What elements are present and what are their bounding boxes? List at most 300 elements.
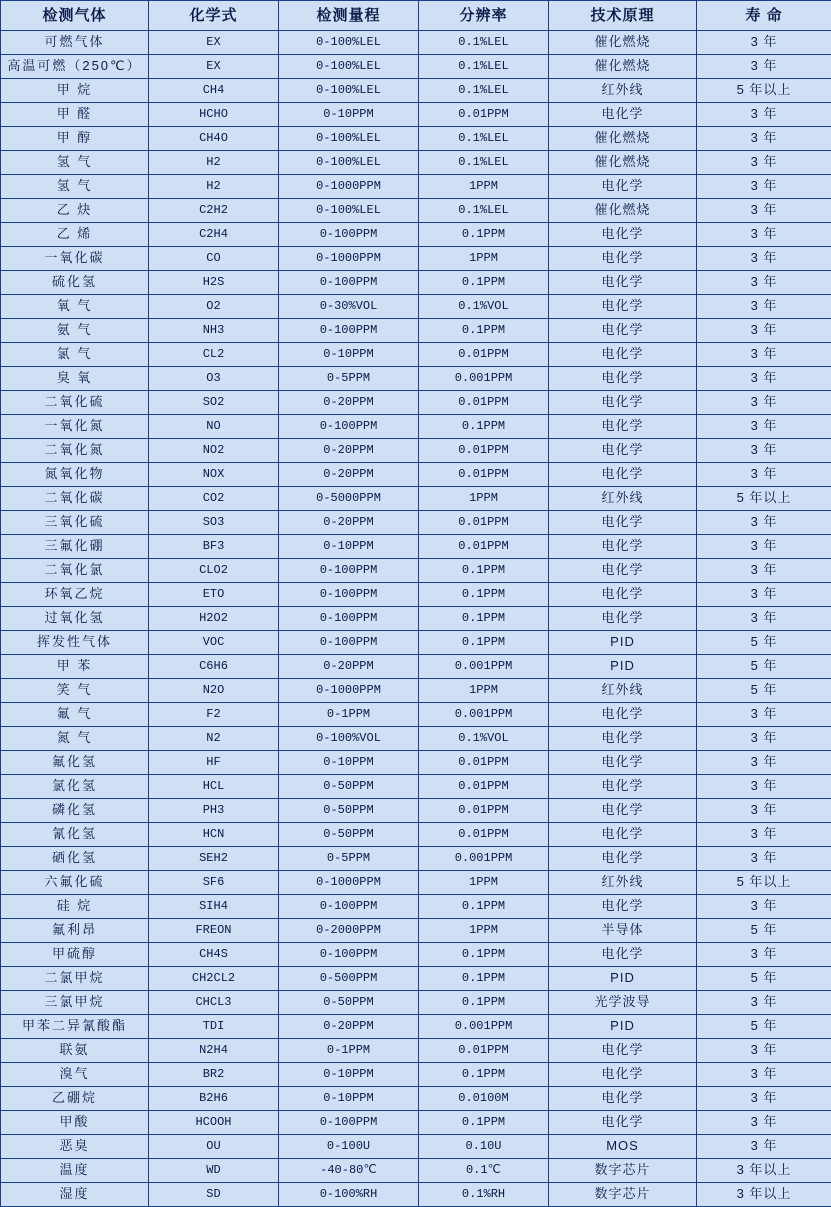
cell-resolution: 0.1%LEL [419, 199, 549, 223]
column-header-resolution: 分辨率 [419, 1, 549, 31]
cell-gas-name: 硒化氢 [1, 847, 149, 871]
cell-life: 3 年 [697, 943, 831, 967]
column-header-range: 检测量程 [279, 1, 419, 31]
cell-formula: CH2CL2 [149, 967, 279, 991]
cell-life: 3 年 [697, 175, 831, 199]
cell-life: 3 年 [697, 223, 831, 247]
column-header-gas: 检测气体 [1, 1, 149, 31]
cell-formula: SIH4 [149, 895, 279, 919]
cell-formula: CH4S [149, 943, 279, 967]
cell-resolution: 0.01PPM [419, 823, 549, 847]
cell-gas-name: 六氟化硫 [1, 871, 149, 895]
cell-principle: 电化学 [549, 751, 697, 775]
cell-resolution: 0.1PPM [419, 991, 549, 1015]
table-row [1, 583, 831, 607]
cell-life: 5 年以上 [697, 487, 831, 511]
cell-gas-name: 氧 气 [1, 295, 149, 319]
cell-life: 3 年 [697, 775, 831, 799]
cell-range: 0-100%LEL [279, 151, 419, 175]
cell-resolution: 0.1PPM [419, 1063, 549, 1087]
cell-life: 3 年 [697, 199, 831, 223]
table-row [1, 823, 831, 847]
cell-resolution: 1PPM [419, 679, 549, 703]
cell-gas-name: 氟 气 [1, 703, 149, 727]
cell-range: 0-100U [279, 1135, 419, 1159]
cell-range: 0-1000PPM [279, 871, 419, 895]
cell-gas-name: 氯 气 [1, 343, 149, 367]
cell-life: 3 年 [697, 751, 831, 775]
cell-principle: 电化学 [549, 103, 697, 127]
table-row [1, 1159, 831, 1183]
cell-gas-name: 过氧化氢 [1, 607, 149, 631]
cell-gas-name: 氰化氢 [1, 823, 149, 847]
column-header-formula: 化学式 [149, 1, 279, 31]
table-row [1, 847, 831, 871]
cell-range: 0-5PPM [279, 847, 419, 871]
cell-principle: 催化燃烧 [549, 151, 697, 175]
cell-range: 0-100PPM [279, 223, 419, 247]
cell-range: 0-20PPM [279, 391, 419, 415]
table-row [1, 55, 831, 79]
cell-formula: NOX [149, 463, 279, 487]
cell-resolution: 0.1%RH [419, 1183, 549, 1207]
cell-principle: 电化学 [549, 343, 697, 367]
cell-gas-name: 氟利昂 [1, 919, 149, 943]
cell-resolution: 0.1PPM [419, 631, 549, 655]
cell-gas-name: 二氯甲烷 [1, 967, 149, 991]
cell-range: 0-20PPM [279, 439, 419, 463]
cell-range: 0-10PPM [279, 343, 419, 367]
cell-formula: HCOOH [149, 1111, 279, 1135]
cell-gas-name: 乙 炔 [1, 199, 149, 223]
cell-principle: 电化学 [549, 367, 697, 391]
cell-resolution: 1PPM [419, 919, 549, 943]
table-row [1, 1015, 831, 1039]
cell-formula: ETO [149, 583, 279, 607]
cell-range: 0-5PPM [279, 367, 419, 391]
table-row [1, 487, 831, 511]
cell-range: 0-50PPM [279, 775, 419, 799]
cell-resolution: 0.1℃ [419, 1159, 549, 1183]
cell-gas-name: 氯化氢 [1, 775, 149, 799]
cell-formula: C6H6 [149, 655, 279, 679]
cell-range: 0-100%LEL [279, 127, 419, 151]
cell-gas-name: 硫化氢 [1, 271, 149, 295]
table-row [1, 895, 831, 919]
cell-gas-name: 湿度 [1, 1183, 149, 1207]
cell-formula: VOC [149, 631, 279, 655]
cell-formula: HCHO [149, 103, 279, 127]
cell-range: 0-10PPM [279, 103, 419, 127]
cell-life: 3 年 [697, 1135, 831, 1159]
cell-gas-name: 三氧化硫 [1, 511, 149, 535]
cell-life: 3 年 [697, 271, 831, 295]
cell-gas-name: 乙硼烷 [1, 1087, 149, 1111]
cell-resolution: 0.01PPM [419, 391, 549, 415]
cell-life: 3 年 [697, 535, 831, 559]
cell-gas-name: 笑 气 [1, 679, 149, 703]
cell-resolution: 0.01PPM [419, 1039, 549, 1063]
cell-resolution: 1PPM [419, 871, 549, 895]
cell-resolution: 0.1PPM [419, 583, 549, 607]
cell-principle: 电化学 [549, 295, 697, 319]
cell-principle: 电化学 [549, 535, 697, 559]
table-row [1, 943, 831, 967]
cell-gas-name: 甲 醛 [1, 103, 149, 127]
cell-formula: CLO2 [149, 559, 279, 583]
cell-life: 3 年 [697, 151, 831, 175]
cell-range: 0-10PPM [279, 535, 419, 559]
cell-resolution: 0.1%LEL [419, 31, 549, 55]
cell-gas-name: 氮氧化物 [1, 463, 149, 487]
cell-gas-name: 氨 气 [1, 319, 149, 343]
cell-resolution: 0.1%LEL [419, 151, 549, 175]
table-row [1, 1087, 831, 1111]
table-row [1, 127, 831, 151]
table-row [1, 319, 831, 343]
cell-life: 3 年 [697, 583, 831, 607]
cell-formula: SEH2 [149, 847, 279, 871]
cell-formula: TDI [149, 1015, 279, 1039]
cell-gas-name: 甲 烷 [1, 79, 149, 103]
table-row [1, 1135, 831, 1159]
cell-resolution: 0.01PPM [419, 463, 549, 487]
cell-range: 0-5000PPM [279, 487, 419, 511]
cell-gas-name: 臭 氧 [1, 367, 149, 391]
cell-range: 0-100PPM [279, 319, 419, 343]
cell-resolution: 0.01PPM [419, 511, 549, 535]
cell-formula: EX [149, 31, 279, 55]
cell-gas-name: 二氧化硫 [1, 391, 149, 415]
cell-range: 0-100%LEL [279, 79, 419, 103]
cell-formula: WD [149, 1159, 279, 1183]
cell-principle: MOS [549, 1135, 697, 1159]
table-row [1, 103, 831, 127]
cell-principle: 电化学 [549, 703, 697, 727]
cell-range: 0-2000PPM [279, 919, 419, 943]
cell-resolution: 0.001PPM [419, 1015, 549, 1039]
cell-formula: F2 [149, 703, 279, 727]
cell-gas-name: 一氧化碳 [1, 247, 149, 271]
cell-life: 3 年 [697, 895, 831, 919]
table-row [1, 247, 831, 271]
cell-life: 3 年 [697, 1039, 831, 1063]
cell-gas-name: 甲硫醇 [1, 943, 149, 967]
cell-gas-name: 溴气 [1, 1063, 149, 1087]
cell-resolution: 0.01PPM [419, 535, 549, 559]
cell-life: 3 年 [697, 103, 831, 127]
cell-principle: 电化学 [549, 823, 697, 847]
cell-gas-name: 硅 烷 [1, 895, 149, 919]
cell-gas-name: 氢 气 [1, 151, 149, 175]
cell-principle: 红外线 [549, 79, 697, 103]
cell-range: 0-20PPM [279, 463, 419, 487]
cell-principle: 电化学 [549, 391, 697, 415]
cell-range: 0-100%LEL [279, 31, 419, 55]
cell-gas-name: 可燃气体 [1, 31, 149, 55]
cell-principle: 电化学 [549, 1039, 697, 1063]
cell-resolution: 1PPM [419, 487, 549, 511]
cell-range: 0-10PPM [279, 1063, 419, 1087]
cell-principle: 电化学 [549, 559, 697, 583]
cell-life: 3 年 [697, 463, 831, 487]
table-row [1, 871, 831, 895]
cell-formula: O2 [149, 295, 279, 319]
cell-range: 0-1PPM [279, 703, 419, 727]
cell-principle: 红外线 [549, 487, 697, 511]
cell-principle: PID [549, 631, 697, 655]
cell-resolution: 0.1%VOL [419, 295, 549, 319]
cell-gas-name: 环氧乙烷 [1, 583, 149, 607]
table-header-row [1, 1, 831, 31]
cell-life: 5 年 [697, 967, 831, 991]
cell-range: 0-100PPM [279, 1111, 419, 1135]
cell-formula: B2H6 [149, 1087, 279, 1111]
cell-principle: PID [549, 655, 697, 679]
cell-gas-name: 甲酸 [1, 1111, 149, 1135]
cell-range: 0-100%VOL [279, 727, 419, 751]
cell-gas-name: 氢 气 [1, 175, 149, 199]
table-row [1, 535, 831, 559]
cell-range: 0-100%RH [279, 1183, 419, 1207]
cell-life: 3 年 [697, 439, 831, 463]
cell-life: 3 年 [697, 343, 831, 367]
table-row [1, 295, 831, 319]
cell-formula: H2S [149, 271, 279, 295]
cell-life: 3 年 [697, 607, 831, 631]
table-row [1, 79, 831, 103]
cell-range: 0-1000PPM [279, 247, 419, 271]
cell-resolution: 0.1PPM [419, 271, 549, 295]
cell-principle: 电化学 [549, 943, 697, 967]
cell-gas-name: 甲 苯 [1, 655, 149, 679]
cell-gas-name: 三氟化硼 [1, 535, 149, 559]
cell-resolution: 1PPM [419, 247, 549, 271]
cell-formula: CO2 [149, 487, 279, 511]
cell-gas-name: 磷化氢 [1, 799, 149, 823]
table-row [1, 967, 831, 991]
cell-resolution: 0.1PPM [419, 895, 549, 919]
cell-range: 0-100%LEL [279, 55, 419, 79]
table-row [1, 703, 831, 727]
cell-resolution: 0.001PPM [419, 655, 549, 679]
table-row [1, 199, 831, 223]
cell-gas-name: 联氨 [1, 1039, 149, 1063]
cell-resolution: 0.01PPM [419, 103, 549, 127]
cell-gas-name: 甲苯二异氰酸酯 [1, 1015, 149, 1039]
cell-resolution: 0.1%VOL [419, 727, 549, 751]
cell-resolution: 0.1PPM [419, 943, 549, 967]
table-body [1, 31, 831, 1207]
cell-range: 0-10PPM [279, 751, 419, 775]
table-row [1, 1183, 831, 1207]
cell-range: -40-80℃ [279, 1159, 419, 1183]
cell-life: 5 年 [697, 919, 831, 943]
cell-formula: SO3 [149, 511, 279, 535]
cell-range: 0-50PPM [279, 823, 419, 847]
cell-formula: HCN [149, 823, 279, 847]
cell-range: 0-100PPM [279, 943, 419, 967]
cell-range: 0-100PPM [279, 895, 419, 919]
cell-formula: SO2 [149, 391, 279, 415]
table-row [1, 799, 831, 823]
cell-formula: H2 [149, 175, 279, 199]
cell-life: 3 年 [697, 727, 831, 751]
cell-formula: CHCL3 [149, 991, 279, 1015]
cell-life: 5 年 [697, 679, 831, 703]
cell-life: 3 年 [697, 511, 831, 535]
cell-principle: 催化燃烧 [549, 31, 697, 55]
table-row [1, 151, 831, 175]
cell-principle: 电化学 [549, 847, 697, 871]
cell-range: 0-100PPM [279, 583, 419, 607]
cell-life: 3 年 [697, 1063, 831, 1087]
cell-principle: 光学波导 [549, 991, 697, 1015]
cell-life: 3 年 [697, 319, 831, 343]
column-header-principle: 技术原理 [549, 1, 697, 31]
cell-life: 3 年 [697, 823, 831, 847]
cell-resolution: 0.001PPM [419, 703, 549, 727]
cell-principle: 电化学 [549, 463, 697, 487]
cell-principle: 催化燃烧 [549, 199, 697, 223]
cell-gas-name: 氮 气 [1, 727, 149, 751]
cell-range: 0-100PPM [279, 559, 419, 583]
cell-gas-name: 挥发性气体 [1, 631, 149, 655]
cell-life: 3 年 [697, 367, 831, 391]
table-row [1, 727, 831, 751]
table-header [1, 1, 831, 31]
cell-resolution: 0.1PPM [419, 223, 549, 247]
cell-formula: NH3 [149, 319, 279, 343]
cell-formula: HCL [149, 775, 279, 799]
cell-principle: 数字芯片 [549, 1183, 697, 1207]
cell-gas-name: 温度 [1, 1159, 149, 1183]
cell-formula: N2 [149, 727, 279, 751]
cell-life: 3 年 [697, 847, 831, 871]
cell-range: 0-50PPM [279, 991, 419, 1015]
cell-life: 3 年 [697, 55, 831, 79]
cell-life: 3 年 [697, 991, 831, 1015]
table-row [1, 391, 831, 415]
cell-formula: FREON [149, 919, 279, 943]
cell-formula: O3 [149, 367, 279, 391]
cell-formula: CH4 [149, 79, 279, 103]
cell-life: 5 年 [697, 631, 831, 655]
cell-principle: 电化学 [549, 1063, 697, 1087]
cell-life: 3 年 [697, 415, 831, 439]
cell-resolution: 0.1%LEL [419, 127, 549, 151]
table-row [1, 919, 831, 943]
cell-resolution: 0.1PPM [419, 559, 549, 583]
cell-principle: 电化学 [549, 727, 697, 751]
cell-principle: 电化学 [549, 271, 697, 295]
table-row [1, 751, 831, 775]
cell-gas-name: 二氧化碳 [1, 487, 149, 511]
cell-life: 3 年以上 [697, 1159, 831, 1183]
table-row [1, 559, 831, 583]
table-row [1, 775, 831, 799]
table-row [1, 175, 831, 199]
cell-life: 3 年 [697, 559, 831, 583]
cell-range: 0-1000PPM [279, 175, 419, 199]
cell-resolution: 0.001PPM [419, 367, 549, 391]
cell-gas-name: 高温可燃（250℃） [1, 55, 149, 79]
cell-gas-name: 一氧化氮 [1, 415, 149, 439]
table-row [1, 439, 831, 463]
cell-life: 5 年以上 [697, 871, 831, 895]
cell-gas-name: 恶臭 [1, 1135, 149, 1159]
cell-formula: EX [149, 55, 279, 79]
cell-resolution: 0.01PPM [419, 751, 549, 775]
cell-gas-name: 二氧化氮 [1, 439, 149, 463]
cell-formula: BF3 [149, 535, 279, 559]
table-row [1, 991, 831, 1015]
cell-principle: 催化燃烧 [549, 127, 697, 151]
cell-formula: N2O [149, 679, 279, 703]
cell-gas-name: 氟化氢 [1, 751, 149, 775]
cell-resolution: 0.1%LEL [419, 79, 549, 103]
table-row [1, 1039, 831, 1063]
table-row [1, 31, 831, 55]
cell-life: 5 年以上 [697, 79, 831, 103]
cell-resolution: 0.10U [419, 1135, 549, 1159]
cell-life: 3 年 [697, 1087, 831, 1111]
cell-principle: 电化学 [549, 895, 697, 919]
cell-resolution: 0.01PPM [419, 439, 549, 463]
cell-resolution: 0.1PPM [419, 607, 549, 631]
cell-formula: OU [149, 1135, 279, 1159]
cell-resolution: 0.01PPM [419, 799, 549, 823]
cell-resolution: 0.1PPM [419, 319, 549, 343]
cell-resolution: 1PPM [419, 175, 549, 199]
cell-life: 3 年 [697, 703, 831, 727]
cell-formula: PH3 [149, 799, 279, 823]
cell-formula: C2H4 [149, 223, 279, 247]
cell-principle: 电化学 [549, 319, 697, 343]
cell-life: 3 年以上 [697, 1183, 831, 1207]
cell-life: 5 年 [697, 655, 831, 679]
cell-range: 0-10PPM [279, 1087, 419, 1111]
cell-principle: 红外线 [549, 871, 697, 895]
cell-formula: CL2 [149, 343, 279, 367]
cell-principle: 电化学 [549, 1087, 697, 1111]
cell-gas-name: 乙 烯 [1, 223, 149, 247]
cell-principle: 电化学 [549, 775, 697, 799]
cell-resolution: 0.1PPM [419, 1111, 549, 1135]
column-header-life: 寿 命 [697, 1, 831, 31]
cell-resolution: 0.01PPM [419, 775, 549, 799]
cell-formula: BR2 [149, 1063, 279, 1087]
cell-resolution: 0.1PPM [419, 967, 549, 991]
cell-range: 0-20PPM [279, 1015, 419, 1039]
table-row [1, 655, 831, 679]
table-row [1, 631, 831, 655]
cell-range: 0-100PPM [279, 631, 419, 655]
cell-principle: 电化学 [549, 247, 697, 271]
cell-principle: PID [549, 967, 697, 991]
cell-principle: 电化学 [549, 583, 697, 607]
cell-principle: 电化学 [549, 415, 697, 439]
table-row [1, 607, 831, 631]
cell-range: 0-100%LEL [279, 199, 419, 223]
cell-range: 0-20PPM [279, 655, 419, 679]
cell-principle: 电化学 [549, 511, 697, 535]
cell-formula: SD [149, 1183, 279, 1207]
cell-formula: NO2 [149, 439, 279, 463]
cell-life: 3 年 [697, 1111, 831, 1135]
cell-principle: 电化学 [549, 223, 697, 247]
table-row [1, 223, 831, 247]
